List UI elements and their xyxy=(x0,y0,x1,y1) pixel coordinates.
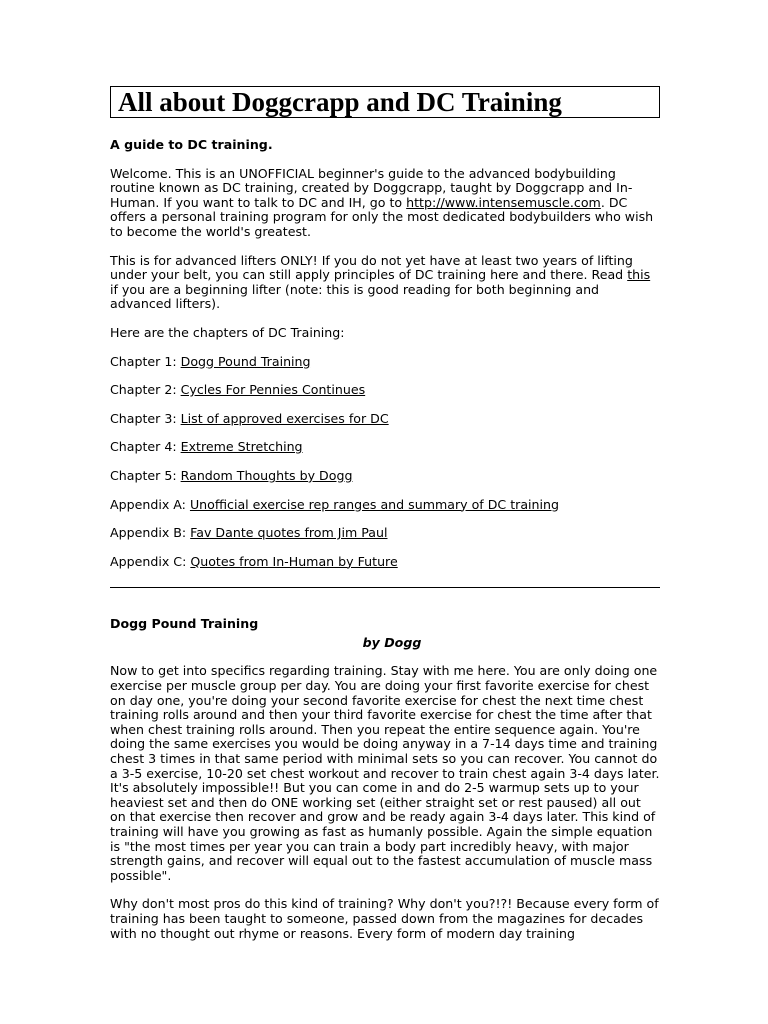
body-paragraph-1: Now to get into specifics regarding training. Stay with me here. You are only doing one exercise per muscle group per day. You are doing your first favorite exercise for chest on day one, you're doing your second favorite exercise for chest the next time chest training rolls around and then your third favorite exercise for chest the time after that when chest training rolls around. Then you repeat the entire sequence again. You're doing the same exercises you would be doing anyway in a 7-14 days time and training chest 3 times in that same period with minimal sets so you can recover. You cannot do a 3-5 exercise, 10-20 set chest workout and recover to train chest again 3-4 days later. It's absolutely impossible!! But you can come in and do 2-5 warmup sets up to your heaviest set and then do ONE working set (either straight set or rest paused) all out on that exercise then recover and grow and be ready again 3-4 days later. This kind of training will have you growing as fast as humanly possible. Again the simple equation is "the most times per year you can train a body part incredibly heavy, with major strength gains, and recover will equal out to the fastest accumulation of muscle mass possible". xyxy=(110,663,660,883)
chapter-item-1 xyxy=(110,355,660,370)
chapter-link-dogg-pound-training[interactable]: Dogg Pound Training xyxy=(180,353,311,369)
intensemuscle-link[interactable]: http://www.intensemuscle.com xyxy=(406,194,601,210)
appendix-link-inhuman-quotes[interactable]: Quotes from In-Human by Future xyxy=(190,553,398,569)
chapter-link-extreme-stretching[interactable]: Extreme Stretching xyxy=(180,439,303,455)
chapter-prefix: Chapter 1: xyxy=(110,353,181,369)
document-page xyxy=(110,86,660,941)
chapter-prefix: Chapter 2: xyxy=(110,382,181,398)
advanced-text-2: if you are a beginning lifter (note: this is good reading for both beginning and advanced lifters). xyxy=(110,281,600,312)
advanced-paragraph xyxy=(110,254,660,312)
welcome-paragraph xyxy=(110,167,660,240)
chapter-item-5 xyxy=(110,469,660,484)
appendix-item-a xyxy=(110,498,660,513)
chapters-intro: Here are the chapters of DC Training: xyxy=(110,324,345,340)
welcome-text-2: . DC offers a personal training program for only the most dedicated bodybuilders who wish to become the world's greatest. xyxy=(110,194,654,239)
chapter-prefix: Chapter 4: xyxy=(110,439,181,455)
document-subtitle: A guide to DC training. xyxy=(110,137,273,152)
chapter-prefix: Chapter 5: xyxy=(110,467,181,483)
chapter-link-approved-exercises[interactable]: List of approved exercises for DC xyxy=(180,410,389,426)
section-byline: by Dogg xyxy=(362,634,422,650)
chapter-prefix: Appendix B: xyxy=(110,525,191,541)
beginner-guide-link[interactable]: this xyxy=(627,267,651,283)
body-paragraph-2: Why don't most pros do this kind of training? Why don't you?!?! Because every form of training has been taught to someone, passed down from the magazines for decades with no thought out rhyme or reasons. Every form of modern day training xyxy=(110,896,659,941)
chapter-item-3 xyxy=(110,412,660,427)
chapter-item-2 xyxy=(110,383,660,398)
section-heading: Dogg Pound Training xyxy=(110,616,259,632)
appendix-link-rep-ranges[interactable]: Unofficial exercise rep ranges and summary of DC training xyxy=(189,496,560,512)
appendix-item-c xyxy=(110,555,660,570)
document-title: All about Doggcrapp and DC Training xyxy=(118,87,562,117)
section-divider xyxy=(110,587,660,588)
welcome-text-1: Welcome. This is an UNOFFICIAL beginner's guide to the advanced bodybuilding routine known as DC training, created by Doggcrapp, taught by Doggcrapp and In-Human. If you want to talk to DC and IH, go to xyxy=(110,165,633,210)
appendix-item-b xyxy=(110,526,660,541)
chapter-prefix: Appendix A: xyxy=(110,496,190,512)
advanced-text-1: This is for advanced lifters ONLY! If you do not yet have at least two years of lifting under your belt, you can still apply principles of DC training here and there. Read xyxy=(110,252,633,283)
chapter-link-random-thoughts[interactable]: Random Thoughts by Dogg xyxy=(180,467,353,483)
appendix-link-dante-quotes[interactable]: Fav Dante quotes from Jim Paul xyxy=(190,525,388,541)
title-box xyxy=(110,86,660,118)
chapter-item-4 xyxy=(110,440,660,455)
chapter-link-cycles-for-pennies[interactable]: Cycles For Pennies Continues xyxy=(180,382,366,398)
chapter-prefix: Chapter 3: xyxy=(110,410,181,426)
chapter-list xyxy=(110,355,660,570)
chapter-prefix: Appendix C: xyxy=(110,553,191,569)
